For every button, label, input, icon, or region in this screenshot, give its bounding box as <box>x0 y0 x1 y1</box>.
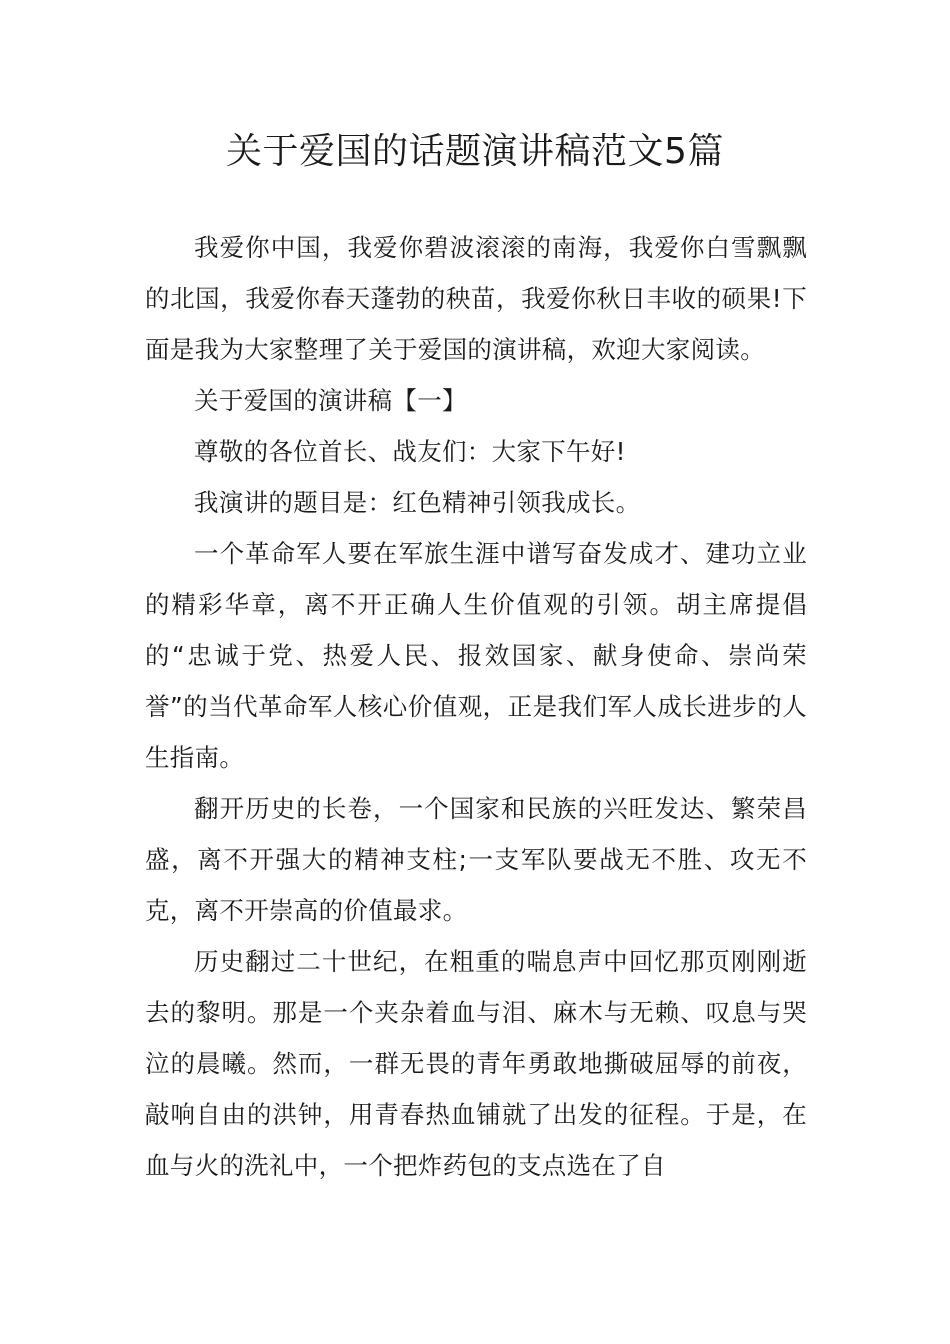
document-body <box>145 222 807 1191</box>
section-heading: 关于爱国的演讲稿【一】 <box>194 386 467 415</box>
speech-topic-paragraph: 我演讲的题目是：红色精神引领我成长。 <box>194 488 641 517</box>
greeting-paragraph: 尊敬的各位首长、战友们：大家下午好! <box>194 437 626 466</box>
document-title: 关于爱国的话题演讲稿范文5篇 <box>226 131 724 172</box>
body-paragraph: 一个革命军人要在军旅生涯中谱写奋发成才、建功立业的精彩华章，离不开正确人生价值观的引领。胡主席提倡的“忠诚于党、热爱人民、报效国家、献身使命、崇尚荣誉”的当代革命军人核心价值观，正是我们军人成长进步的人生指南。 <box>145 539 807 772</box>
body-paragraph: 翻开历史的长卷，一个国家和民族的兴旺发达、繁荣昌盛，离不开强大的精神支柱;一支军队要战无不胜、攻无不克，离不开崇高的价值最求。 <box>145 794 807 925</box>
body-paragraph: 历史翻过二十世纪，在粗重的喘息声中回忆那页刚刚逝去的黎明。那是一个夹杂着血与泪、麻木与无赖、叹息与哭泣的晨曦。然而，一群无畏的青年勇敢地撕破屈辱的前夜，敲响自由的洪钟，用青春热血铺就了出发的征程。于是，在血与火的洗礼中，一个把炸药包的支点选在了自 <box>145 947 807 1180</box>
intro-paragraph: 我爱你中国，我爱你碧波滚滚的南海，我爱你白雪飘飘的北国，我爱你春天蓬勃的秧苗，我爱你秋日丰收的硕果!下面是我为大家整理了关于爱国的演讲稿，欢迎大家阅读。 <box>145 233 807 364</box>
